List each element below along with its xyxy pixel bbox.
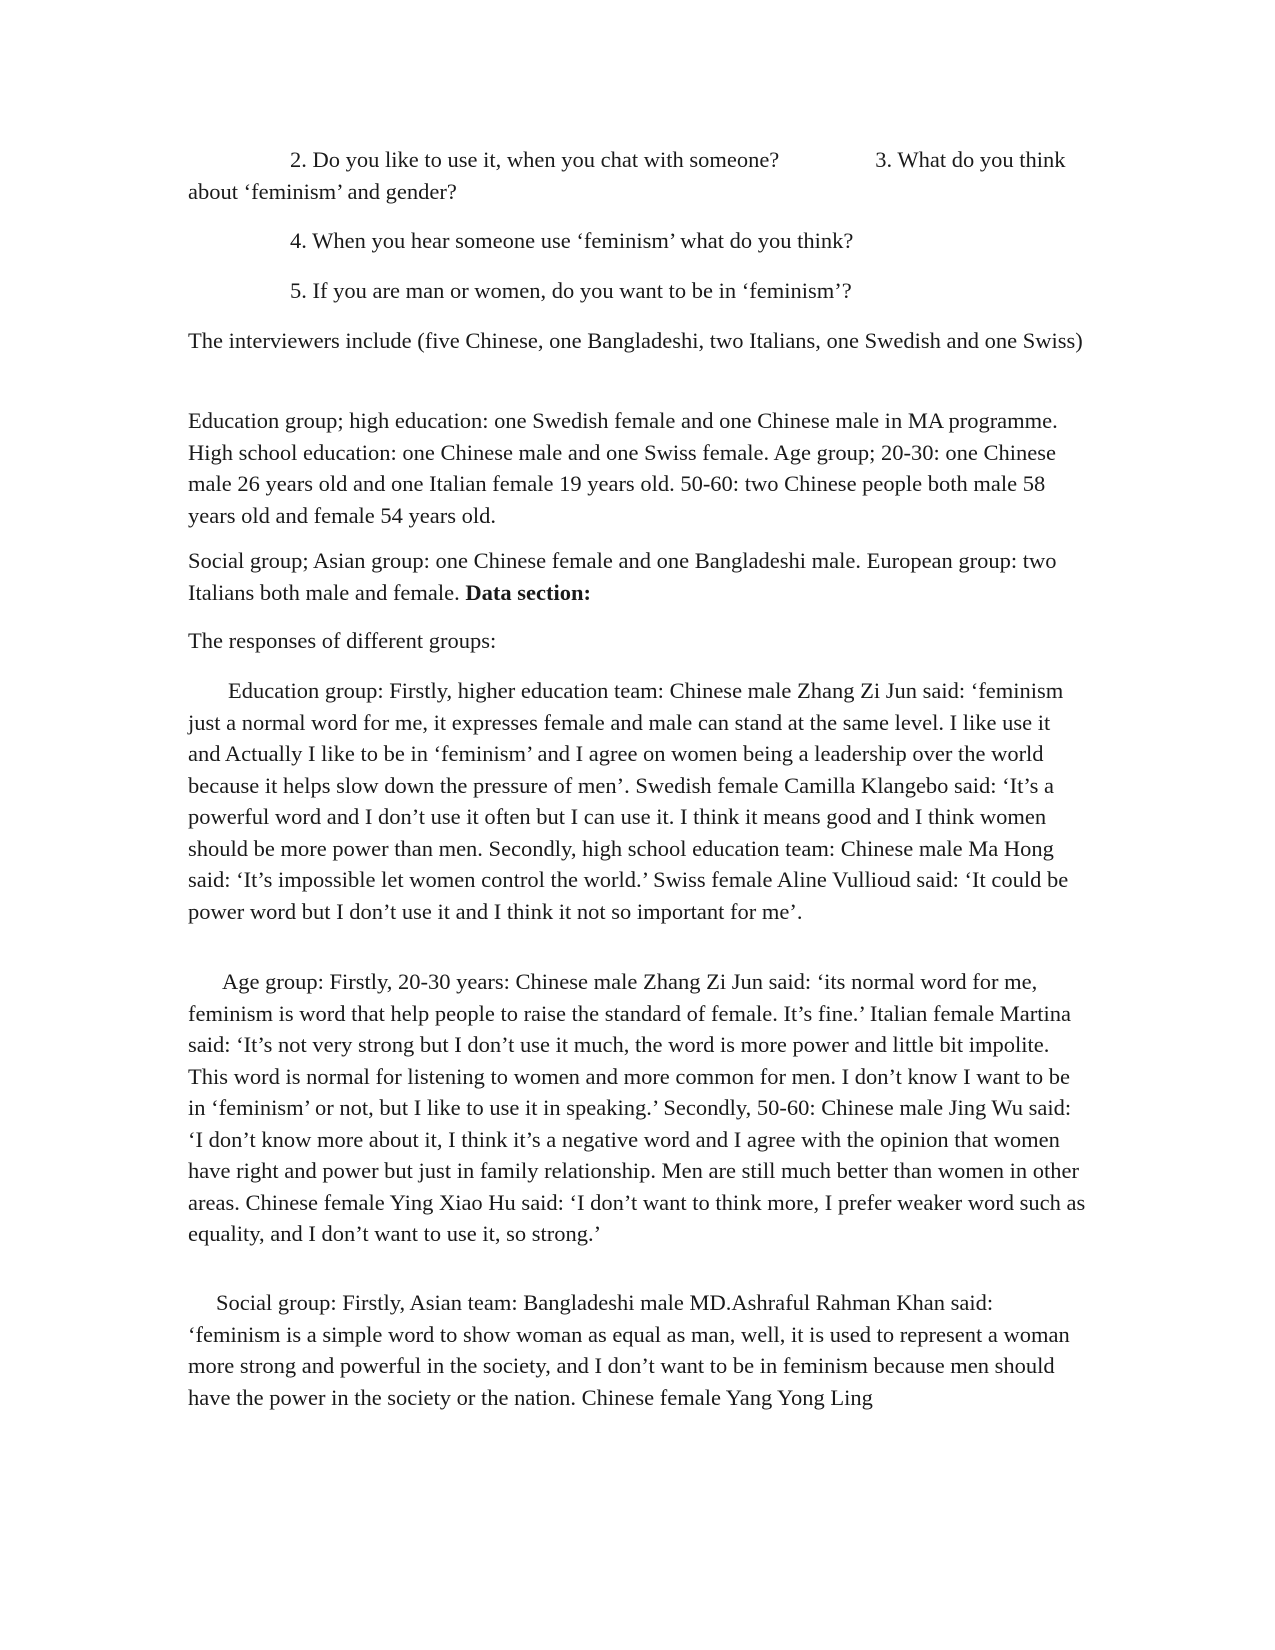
question-3: 3. What do you think about ‘feminism’ and gender? [188,147,1066,204]
social-group-text: Social group; Asian group: one Chinese female and one Bangladeshi male. European group: two Italians both male and female. [188,548,1057,605]
education-group-paragraph: Education group: Firstly, higher education team: Chinese male Zhang Zi Jun said: ‘feminism just a normal word for me, it expresses female and male can stand at the same level. I like use it and Actually I like to be in ‘feminism’ and I agree on women being a leadership over the world because it helps slow down the pressure of men’. Swedish female Camilla Klangebo said: ‘It’s a powerful word and I don’t use it often but I can use it. I think it means good and I think women should be more power than men. Secondly, high school education team: Chinese male Ma Hong said: ‘It’s impossible let women control the world.’ Swiss female Aline Vullioud said: ‘It could be power word but I don’t use it and I think it not so important for me’. [188,678,1069,924]
data-section-heading: Data section: [465,579,592,605]
social-group-paragraph [188,545,1088,608]
age-group-paragraph: Age group: Firstly, 20-30 years: Chinese male Zhang Zi Jun said: ‘its normal word for me, feminism is word that help people to raise the standard of female. It’s fine.’ Italian female Martina said: ‘It’s not very strong but I don’t use it much, the word is more power and little bit impolite. This word is normal for listening to women and more common for men. I don’t know I want to be in ‘feminism’ or not, but I like to use it in speaking.’ Secondly, 50-60: Chinese male Jing Wu said: ‘I don’t know more about it, I think it’s a negative word and I agree with the opinion that women have right and power but just in family relationship. Men are still much better than women in other areas. Chinese female Ying Xiao Hu said: ‘I don’t want to think more, I prefer weaker word such as equality, and I don’t want to use it, so strong.’ [188,969,1086,1246]
question-5: 5. If you are man or women, do you want to be in ‘feminism’? [290,278,852,303]
social-group-responses-paragraph: Social group: Firstly, Asian team: Bangladeshi male MD.Ashraful Rahman Khan said: ‘feminism is a simple word to show woman as equal as man, well, it is used to represent a woman more strong and powerful in the society, and I don’t want to be in feminism because men should have the power in the society or the nation. Chinese female Yang Yong Ling [188,1290,1070,1410]
interviewers-paragraph: The interviewers include (five Chinese, one Bangladeshi, two Italians, one Swedish and one Swiss) [188,328,1083,353]
question-2-3 [188,144,1088,207]
groups-paragraph: Education group; high education: one Swedish female and one Chinese male in MA programme. High school education: one Chinese male and one Swiss female. Age group; 20-30: one Chinese male 26 years old and one Italian female 19 years old. 50-60: two Chinese people both male 58 years old and female 54 years old. [188,408,1058,528]
question-2: 2. Do you like to use it, when you chat with someone? [290,147,780,172]
question-4: 4. When you hear someone use ‘feminism’ what do you think? [290,228,854,253]
responses-heading: The responses of different groups: [188,628,497,653]
